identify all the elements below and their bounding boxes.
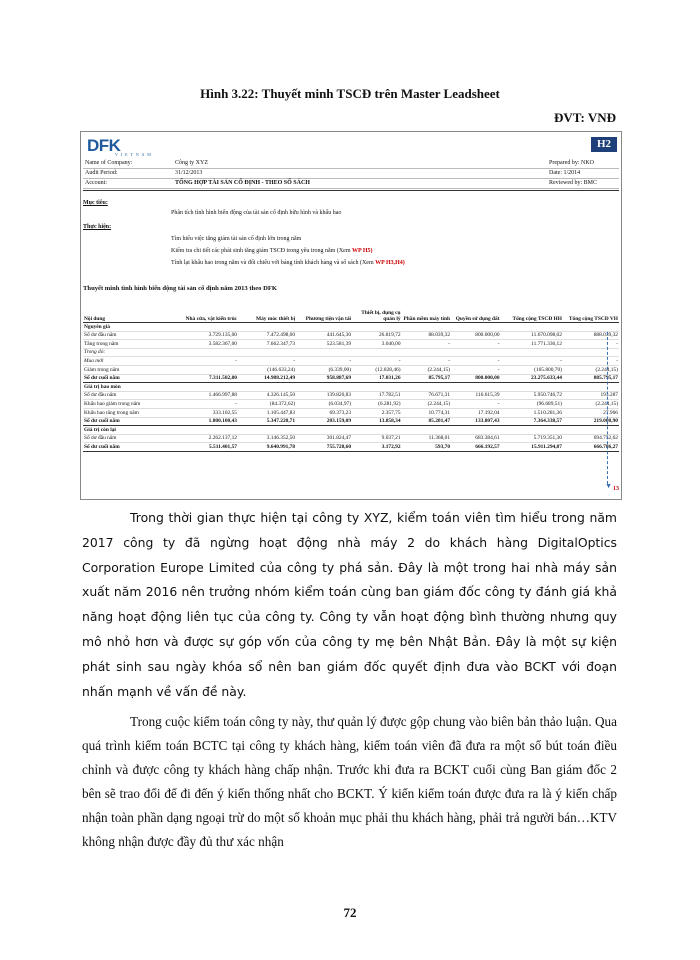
table-header-row: [83, 306, 619, 323]
objective-heading: Mục tiêu:: [83, 200, 108, 206]
table-row: [83, 348, 619, 357]
table-cell: 301.824,47: [296, 434, 352, 443]
table-cell: -: [451, 400, 501, 409]
table-cell: 4.326.145,50: [238, 391, 296, 400]
table-cell: 85.201,47: [402, 417, 452, 426]
dfk-logo: DFK: [87, 136, 121, 155]
table-body: [83, 323, 619, 452]
table-cell: [238, 383, 296, 392]
wp-reference: WP H5): [352, 248, 373, 254]
table-cell: [451, 323, 501, 332]
column-header: Nhà cửa, vật kiến trúc: [182, 306, 238, 323]
meta-label: Account:: [85, 180, 107, 186]
table-cell: 139.820,83: [296, 391, 352, 400]
meta-value: TỔNG HỢP TÀI SẢN CỐ ĐỊNH - THEO SỔ SÁCH: [175, 180, 310, 186]
table-cell: 800.000,00: [451, 331, 501, 340]
table-cell: [238, 426, 296, 435]
table-row: [83, 391, 619, 400]
page-reference: 13: [613, 486, 619, 492]
table-cell: Giá trị còn lại: [83, 426, 182, 435]
table-cell: 15.911.294,87: [501, 443, 563, 452]
table-cell: 1.800.100,43: [182, 417, 238, 426]
table-cell: [501, 426, 563, 435]
meta-right: Date: 1/2014: [549, 170, 581, 176]
meta-label: Audit Period:: [85, 170, 118, 176]
table-row: [83, 357, 619, 366]
table-cell: [296, 426, 352, 435]
table-cell: 26.819,72: [352, 331, 402, 340]
arrow-down-icon: ▼: [605, 482, 612, 490]
table-row: [83, 408, 619, 417]
column-header: Máy móc thiết bị: [238, 306, 296, 323]
procedures-heading: Thực hiện:: [83, 224, 112, 230]
table-cell: 9.640.991,78: [238, 443, 296, 452]
table-cell: [238, 348, 296, 357]
column-header: Phương tiện vận tải: [296, 306, 352, 323]
table-cell: [402, 383, 452, 392]
table-cell: [402, 348, 452, 357]
table-cell: (84.372,62): [238, 400, 296, 409]
table-cell: -: [296, 357, 352, 366]
table-cell: 755.728,60: [296, 443, 352, 452]
table-cell: 5.719.351,30: [501, 434, 563, 443]
table-cell: 523.581,39: [296, 340, 352, 349]
page-number: 72: [343, 905, 357, 920]
table-cell: 7.662.347,73: [238, 340, 296, 349]
meta-value: 31/12/2013: [175, 170, 203, 176]
table-cell: 2.357,75: [352, 408, 402, 417]
table-cell: Khấu hao tăng trong năm: [83, 408, 182, 417]
table-cell: -: [563, 340, 619, 349]
table-cell: (2.244,15): [402, 400, 452, 409]
column-header: Quyền sử dụng đất: [451, 306, 501, 323]
table-cell: -: [352, 357, 402, 366]
table-cell: 9.037,21: [352, 434, 402, 443]
table-cell: 7.364.338,57: [501, 417, 563, 426]
meta-label: Name of Company:: [85, 160, 133, 166]
table-cell: (96.689,51): [501, 400, 563, 409]
table-row: [83, 340, 619, 349]
table-cell: 888.039,32: [563, 331, 619, 340]
table-cell: [563, 426, 619, 435]
table-cell: 17.782,51: [352, 391, 402, 400]
table-cell: Số dư cuối năm: [83, 443, 182, 452]
table-cell: Trong đó:: [83, 348, 182, 357]
table-cell: 5.347.220,71: [238, 417, 296, 426]
meta-right: Reviewed by: BMC: [549, 180, 597, 186]
table-cell: Số dư cuối năm: [83, 417, 182, 426]
table-cell: [182, 323, 238, 332]
table-cell: [451, 348, 501, 357]
table-cell: Số dư đầu năm: [83, 331, 182, 340]
table-row: [83, 323, 619, 332]
table-cell: [501, 383, 563, 392]
table-cell: 3.172,92: [352, 443, 402, 452]
table-cell: 69.373,23: [296, 408, 352, 417]
leadsheet-image: [80, 131, 622, 500]
table-cell: 88.039,32: [402, 331, 452, 340]
procedure-item: Tính lại khấu hao trong năm và đối chiếu với bảng tính khách hàng và sổ sách (Xem WP H3,H4): [171, 260, 405, 266]
logo-subtitle: V I E T N A M: [115, 152, 152, 157]
table-cell: (165.800,70): [501, 365, 563, 374]
column-header: Tổng cộng TSCĐ HH: [501, 306, 563, 323]
table-cell: 14.988.212,49: [238, 374, 296, 383]
table-cell: [563, 348, 619, 357]
column-header: Nội dung: [83, 306, 182, 323]
table-cell: Số dư cuối năm: [83, 374, 182, 383]
paragraph-2: Trong cuộc kiểm toán công ty này, thư quản lý được gộp chung vào biên bản thảo luận. Qua quá trình kiểm toán BCTC tại công ty khách hàng, kiểm toán viên đã đưa ra một số bút toán điều chỉnh và được công ty khách hàng chấp nhận. Trước khi đưa ra BCKT cuối cùng Ban giám đốc 2 bên sẽ trao đổi để đi đến ý kiến thống nhất cho BCKT. Ý kiến kiểm toán được đưa ra là ý kiến chấp nhận toàn phần dạng ngoại trừ do một số khoản mục phải thu khách hàng, phải trả người bán…KTV không nhận được đầy đủ thư xác nhận: [82, 714, 617, 849]
table-cell: Tăng trong năm: [83, 340, 182, 349]
table-cell: [182, 383, 238, 392]
procedure-item: Tìm hiểu việc tăng giảm tài sản cố định lớn trong năm: [171, 236, 302, 242]
table-cell: [238, 323, 296, 332]
table-cell: Khấu hao giảm trong năm: [83, 400, 182, 409]
figure-caption: Hình 3.22: Thuyết minh TSCĐ trên Master Leadsheet: [200, 86, 500, 101]
table-row: [83, 443, 619, 452]
table-cell: [296, 383, 352, 392]
procedure-item: Kiểm tra chi tiết các phát sinh tăng giảm TSCĐ trong yêu trong năm (Xem WP H5): [171, 248, 373, 254]
table-cell: 5.511.401,57: [182, 443, 238, 452]
table-row: [83, 426, 619, 435]
table-cell: 1.510.281,36: [501, 408, 563, 417]
table-cell: 11.368,01: [402, 434, 452, 443]
table-row: [83, 383, 619, 392]
table-cell: 219.008,90: [563, 417, 619, 426]
table-cell: Giảm trong năm: [83, 365, 182, 374]
table-cell: [352, 323, 402, 332]
table-cell: (12.828,46): [352, 365, 402, 374]
table-cell: Giá trị hao mòn: [83, 383, 182, 392]
table-cell: [352, 348, 402, 357]
table-row: [83, 400, 619, 409]
table-cell: -: [182, 357, 238, 366]
table-cell: 11.670.098,02: [501, 331, 563, 340]
table-cell: 1.105.447,83: [238, 408, 296, 417]
column-header: Phần mềm máy tính: [402, 306, 452, 323]
table-cell: (2.244,15): [402, 365, 452, 374]
table-cell: 23.275.633,44: [501, 374, 563, 383]
table-row: [83, 374, 619, 383]
table-cell: 7.472.498,00: [238, 331, 296, 340]
table-cell: (6.034,97): [296, 400, 352, 409]
column-header: Thiết bị, dụng cụ quản lý: [352, 306, 402, 323]
table-cell: [451, 383, 501, 392]
table-cell: (2.244,15): [563, 365, 619, 374]
table-cell: (2.244,15): [563, 400, 619, 409]
table-cell: 666.786,27: [563, 443, 619, 452]
table-cell: 800.000,00: [451, 374, 501, 383]
table-cell: 17.031,26: [352, 374, 402, 383]
meta-value: Công ty XYZ: [175, 160, 208, 166]
table-cell: 203.159,09: [296, 417, 352, 426]
table-cell: 3.582.367,00: [182, 340, 238, 349]
meta-right: Prepared by: NKO: [549, 160, 594, 166]
fixed-asset-table: [83, 306, 619, 452]
tick-arrow-line: [607, 332, 609, 484]
column-header: Tổng cộng TSCĐ VH: [563, 306, 619, 323]
table-cell: [402, 426, 452, 435]
table-title: Thuyết minh tình hình biến động tài sản cố định năm 2013 theo DFK: [83, 285, 278, 292]
table-cell: Số dư đầu năm: [83, 391, 182, 400]
table-cell: 441.645,30: [296, 331, 352, 340]
table-cell: [501, 323, 563, 332]
table-cell: 193.287: [563, 391, 619, 400]
table-cell: 11.771.336,12: [501, 340, 563, 349]
table-row: [83, 417, 619, 426]
table-cell: -: [402, 340, 452, 349]
table-cell: 683.384,61: [451, 434, 501, 443]
table-cell: Số dư đầu năm: [83, 434, 182, 443]
table-row: [83, 331, 619, 340]
table-cell: -: [501, 357, 563, 366]
table-cell: -: [451, 340, 501, 349]
table-cell: [182, 348, 238, 357]
table-cell: 666.192,57: [451, 443, 501, 452]
paragraph-1: Trong thời gian thực hiện tại công ty XYZ, kiểm toán viên tìm hiểu trong năm 2017 công ty đã ngừng hoạt động nhà máy 2 do khách hàng DigitalOptics Corporation Europe Limited của công ty phá sản. Đây là một trong hai nhà máy sản xuất năm 2016 nên trưởng nhóm kiểm toán cùng ban giám đốc công ty đánh giá khả năng hoạt động liên tục của công ty. Công ty vẫn hoạt động bình thường nhưng quy mô nhỏ hơn và được sự góp vốn của công ty mẹ bên Nhật Bản. Đây là một sự kiện phát sinh sau ngày khóa sổ nên ban giám đốc quyết định đưa vào BCKT với đoạn nhấn mạnh về vấn đề này.: [82, 510, 617, 699]
table-cell: -: [182, 400, 238, 409]
table-cell: 13.858,34: [352, 417, 402, 426]
table-cell: Mua mới: [83, 357, 182, 366]
wp-reference: WP H3,H4): [375, 260, 405, 266]
table-cell: [296, 348, 352, 357]
table-cell: 17.192,04: [451, 408, 501, 417]
table-cell: [182, 426, 238, 435]
table-cell: [352, 426, 402, 435]
table-row: [83, 434, 619, 443]
table-cell: 885.795,17: [563, 374, 619, 383]
table-cell: 958.887,69: [296, 374, 352, 383]
table-cell: [352, 383, 402, 392]
table-cell: -: [451, 357, 501, 366]
table-cell: 3.040,00: [352, 340, 402, 349]
table-cell: -: [563, 357, 619, 366]
table-cell: 133.807,43: [451, 417, 501, 426]
table-cell: 5.950.746,72: [501, 391, 563, 400]
currency-unit: ĐVT: VNĐ: [554, 110, 616, 125]
table-cell: -: [238, 357, 296, 366]
table-cell: -: [402, 357, 452, 366]
table-cell: 116.615,39: [451, 391, 501, 400]
table-cell: (6.281,92): [352, 400, 402, 409]
working-paper-code: H2: [591, 137, 617, 152]
table-cell: 3.146.352,50: [238, 434, 296, 443]
table-cell: [296, 323, 352, 332]
table-cell: 76.671,31: [402, 391, 452, 400]
table-row: [83, 365, 619, 374]
table-cell: Nguyên giá: [83, 323, 182, 332]
table-cell: 1.466.997,88: [182, 391, 238, 400]
table-cell: 593,70: [402, 443, 452, 452]
table-cell: 27.966: [563, 408, 619, 417]
objective-text: Phân tích tình hình biến động của tài sản cố định hữu hình và khấu hao: [171, 210, 342, 216]
table-cell: 333.102,55: [182, 408, 238, 417]
table-cell: 694.752,62: [563, 434, 619, 443]
table-cell: 3.729.135,00: [182, 331, 238, 340]
table-cell: [182, 365, 238, 374]
table-cell: (146.633,24): [238, 365, 296, 374]
table-cell: 85.795,17: [402, 374, 452, 383]
table-cell: 10.774,31: [402, 408, 452, 417]
table-cell: [563, 323, 619, 332]
table-cell: 7.311.502,00: [182, 374, 238, 383]
table-cell: [402, 323, 452, 332]
table-cell: (6.339,00): [296, 365, 352, 374]
table-cell: [563, 383, 619, 392]
table-cell: [451, 426, 501, 435]
table-cell: 2.262.137,12: [182, 434, 238, 443]
table-cell: -: [451, 365, 501, 374]
table-cell: [501, 348, 563, 357]
